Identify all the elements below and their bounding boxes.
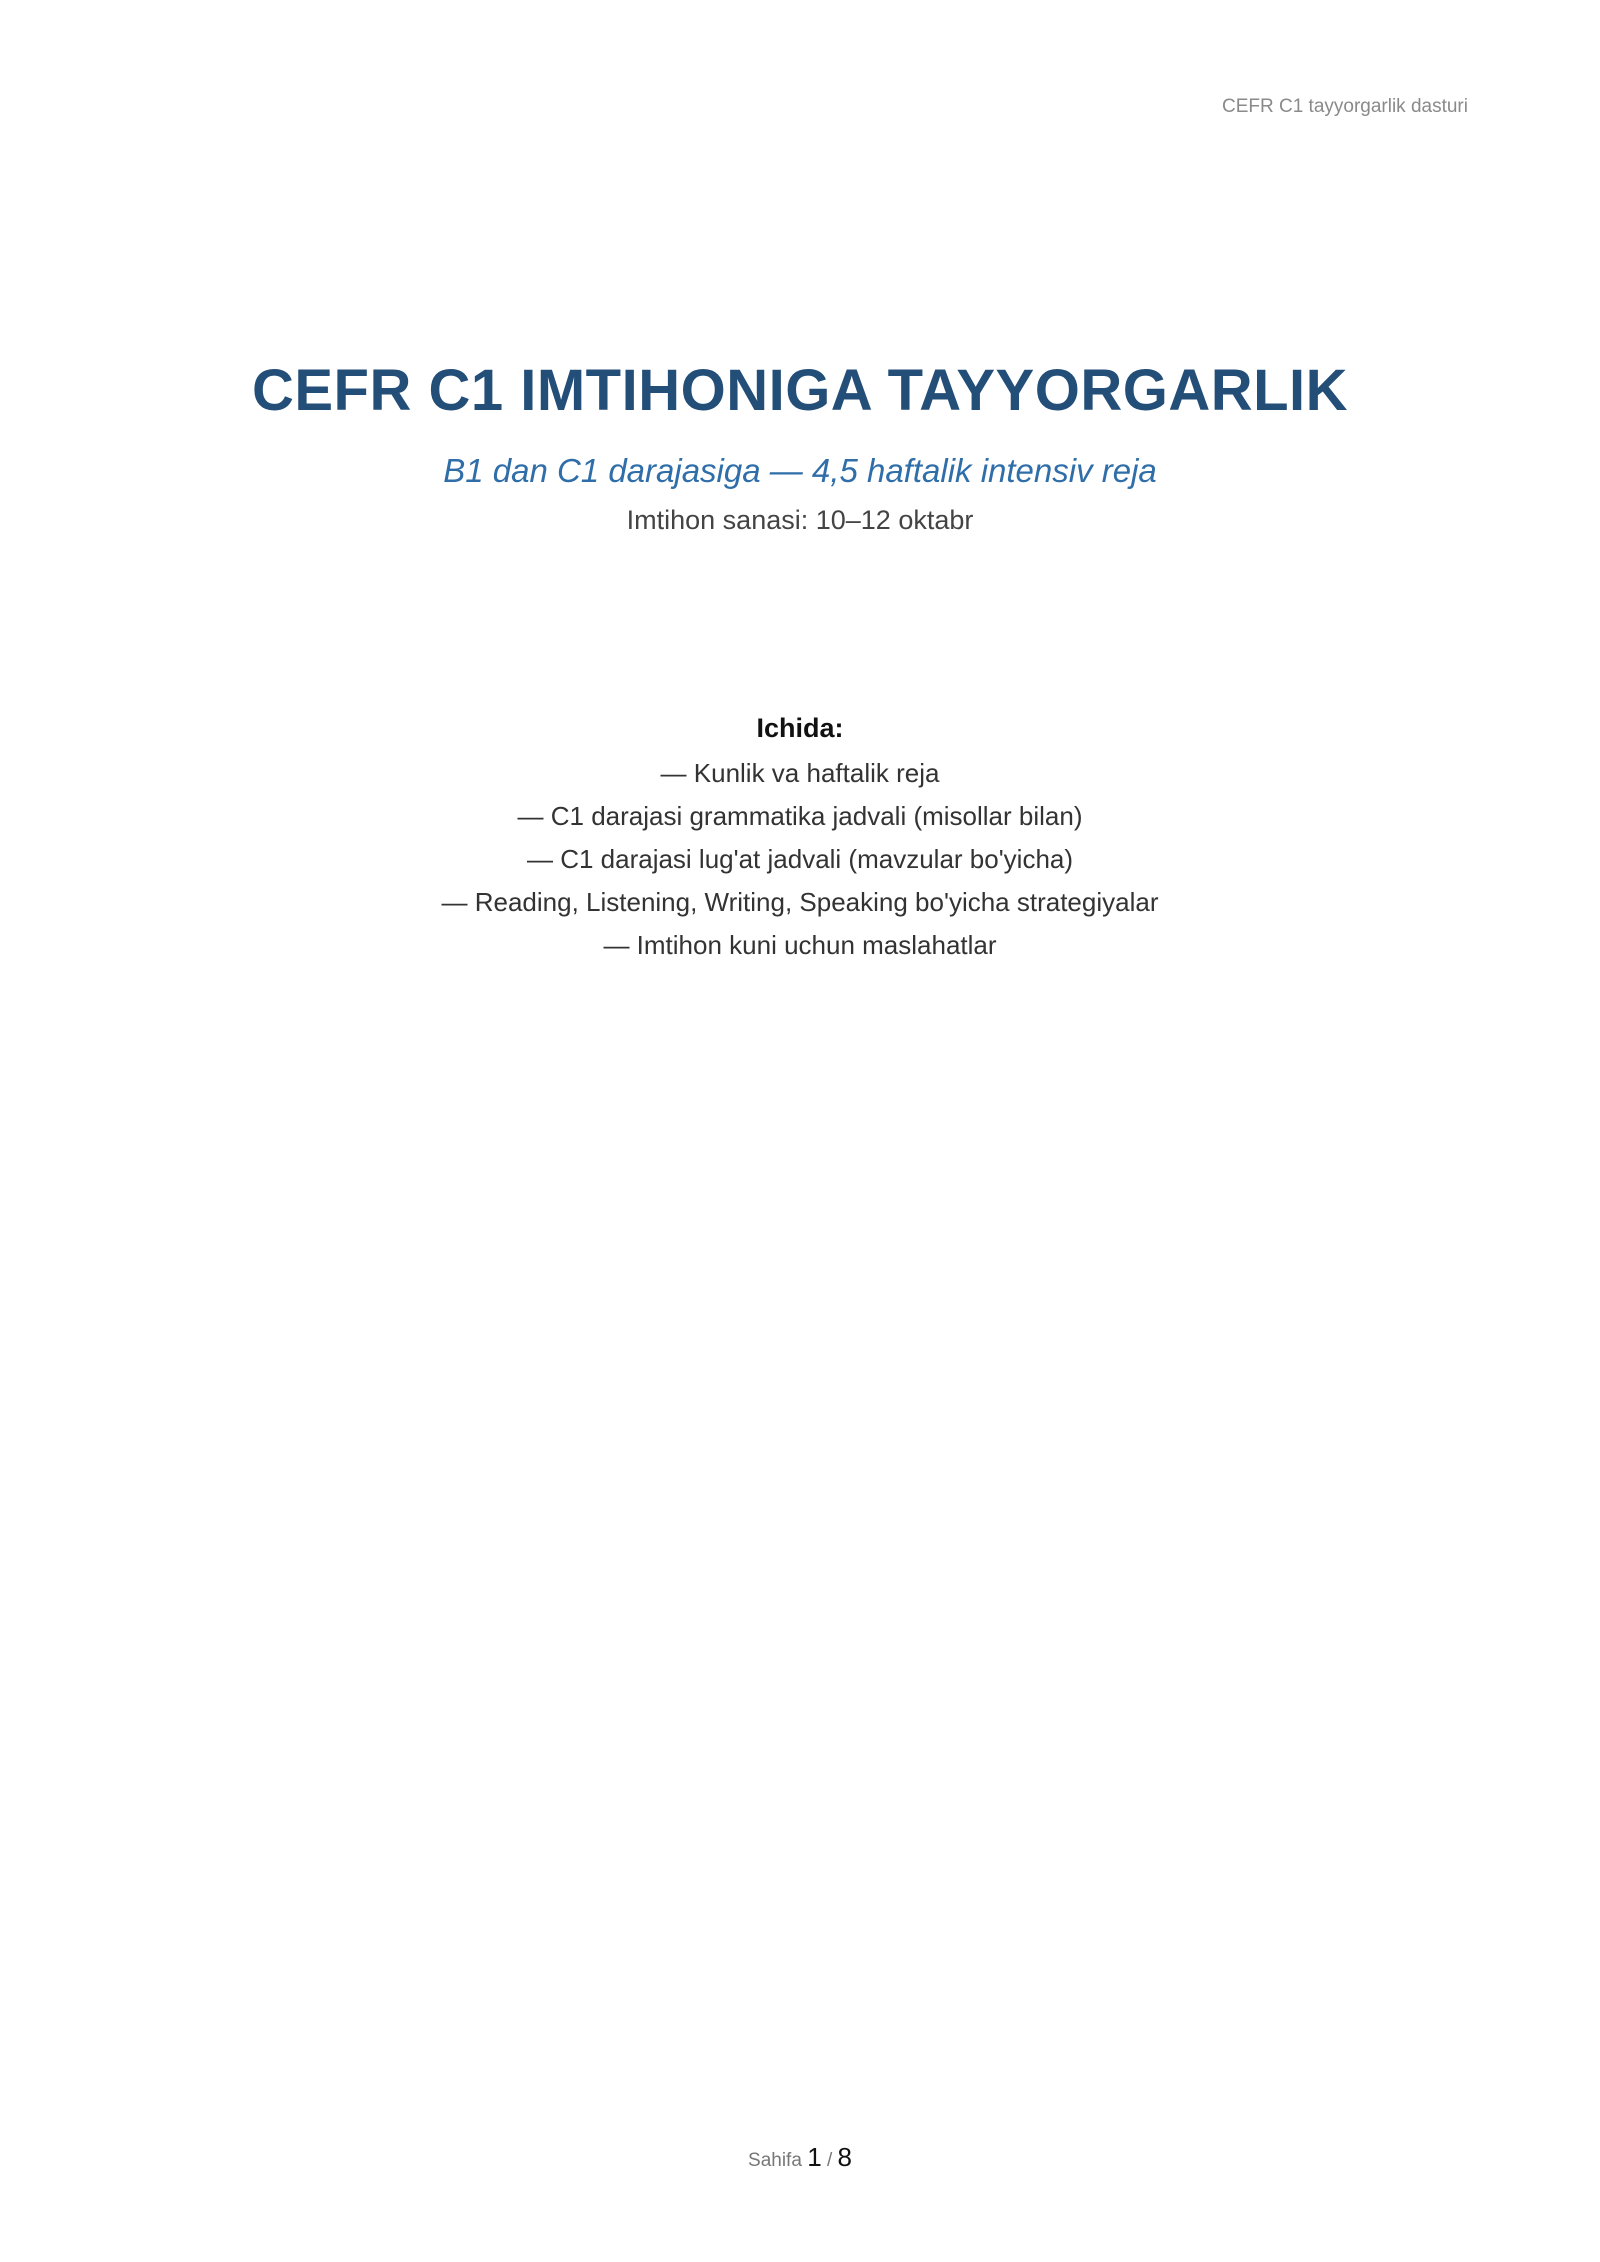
page-separator: /: [826, 2150, 833, 2171]
page-footer: [0, 2142, 1600, 2173]
contents-item: — Reading, Listening, Writing, Speaking bo'yicha strategiyalar: [441, 887, 1159, 917]
exam-date: Imtihon sanasi: 10–12 oktabr: [626, 505, 974, 535]
page-label: Sahifa: [748, 2150, 802, 2171]
document-subtitle: B1 dan C1 darajasiga — 4,5 haftalik intensiv reja: [443, 452, 1157, 489]
title-block: [0, 352, 1600, 540]
total-pages-number: 8: [837, 2142, 852, 2172]
contents-heading: Ichida:: [756, 713, 844, 743]
current-page-number: 1: [807, 2142, 822, 2172]
contents-item: — Imtihon kuni uchun maslahatlar: [603, 930, 997, 960]
contents-item: — Kunlik va haftalik reja: [660, 758, 940, 788]
document-title: CEFR C1 IMTIHONIGA TAYYORGARLIK: [251, 358, 1349, 423]
contents-item: — C1 darajasi grammatika jadvali (misollar bilan): [517, 801, 1083, 831]
contents-list: [0, 752, 1600, 967]
contents-item: — C1 darajasi lug'at jadvali (mavzular bo'yicha): [526, 844, 1074, 874]
running-header: CEFR C1 tayyorgarlik dasturi: [1221, 96, 1468, 117]
contents-block: [0, 706, 1600, 967]
